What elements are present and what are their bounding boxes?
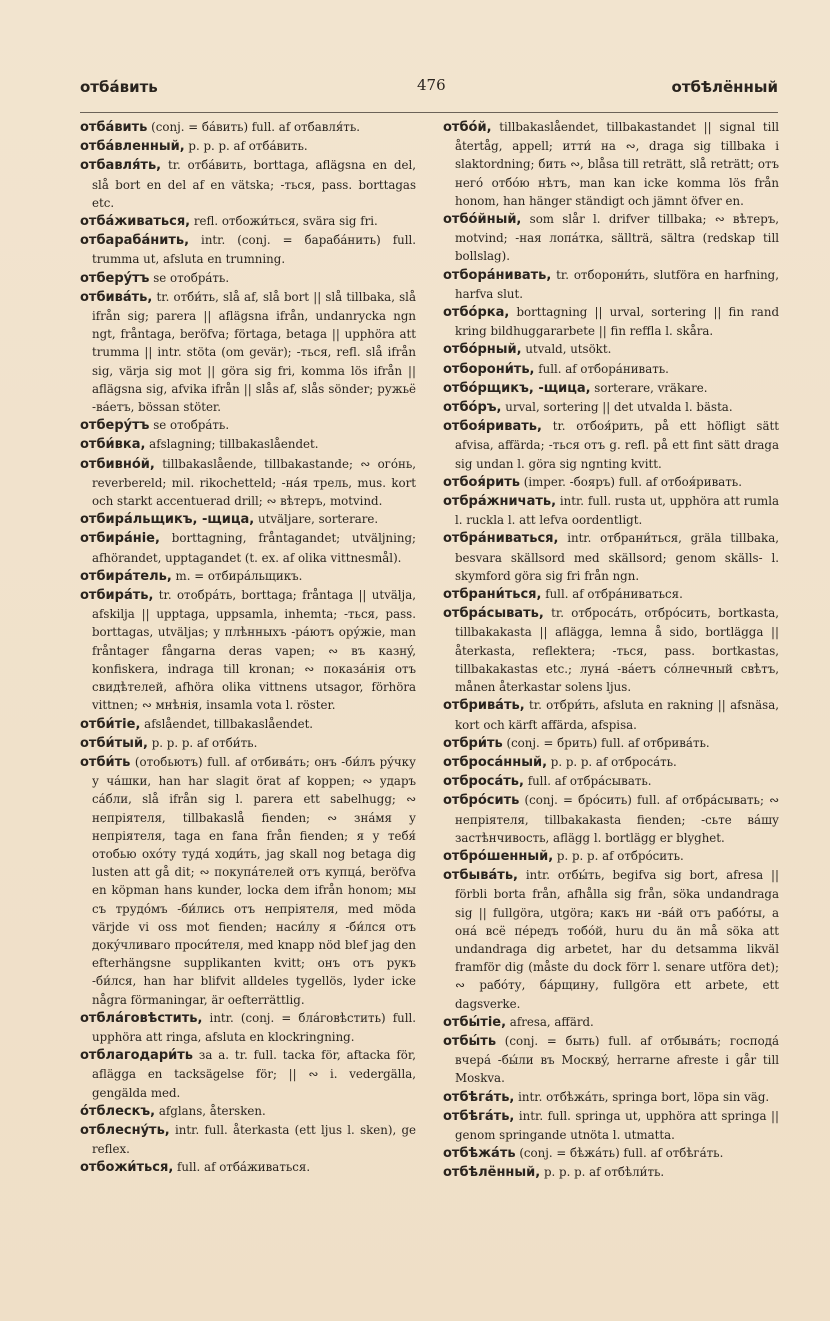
entry-headword: отберу́тъ <box>80 270 150 286</box>
entry-headword: отбоя́ривать, <box>443 419 542 435</box>
dictionary-entry <box>443 379 779 398</box>
entry-headword: отбирáтель, <box>80 568 172 584</box>
entry-definition: p. p. p. af отбрóсить. <box>553 848 684 863</box>
entry-headword: отбáвить <box>80 120 148 135</box>
entry-definition: intr. full. springa ut, upphöra att springa || genom springande utnöta l. utmatta. <box>455 1108 779 1142</box>
entry-definition: intr. (conj. = блáговѣстить) full. upphöra att ringa, afsluta en klockringning. <box>92 1010 416 1044</box>
entry-definition: (conj. = брить) full. af отбривáть. <box>502 735 710 750</box>
entry-headword: отбывáть, <box>443 868 518 884</box>
entry-headword: отблагодари́ть <box>80 1048 194 1064</box>
entry-headword: отбóй, <box>443 120 492 135</box>
entry-definition: tr. отби́ть, slå af, slå bort || slå tillbaka, slå ifrån sig; parera || aflägsna ifrån, undanrycka ngn ngt, fråntaga, beröfva; förtaga, betaga || upphöra att trumma || intr. stöta (om gevär); -ться, refl. slå ifrån sig, värja sig mot || göra sig fri, komma lös ifrån || aflägsna sig, afvika ifrån || slås af, slås sönder; ружьё -вáетъ, bössan stöter. <box>92 289 416 415</box>
dictionary-entry <box>80 156 416 212</box>
entry-definition: tillbakaslående, tillbakastande; ∾ огóнь, reverbereld; mil. rikochetteld; -нáя трель, mus. kort och starkt accentuerad drill; ∾ вѣтеръ, motvind. <box>92 456 416 509</box>
entry-definition: sorterare, vräkare. <box>590 380 708 395</box>
entry-headword: отбивáть, <box>80 289 153 305</box>
dictionary-entry <box>443 210 779 266</box>
dictionary-entry <box>443 398 779 417</box>
left-column <box>80 118 416 1178</box>
dictionary-entry <box>443 1163 779 1182</box>
dictionary-entry <box>443 772 779 791</box>
entry-headword: отбожи́ться, <box>80 1160 174 1176</box>
entry-definition: p. p. p. af отби́ть. <box>148 735 258 750</box>
entry-definition: tr. отбоя́рить, på ett höfligt sätt afvisa, affärda; -ться отъ g. refl. på ett fint sätt draga sig undan l. göra sig ngnting kvitt. <box>455 419 779 471</box>
entry-definition: p. p. p. af отбáвить. <box>184 139 308 154</box>
entry-definition: m. = отбирáльщикъ. <box>171 568 303 583</box>
entry-headword: отбросáть, <box>443 774 524 790</box>
dictionary-entry <box>80 1121 416 1158</box>
dictionary-entry <box>443 585 779 604</box>
dictionary-entry <box>80 510 416 529</box>
entry-definition: afslåendet, tillbakaslåendet. <box>140 716 314 731</box>
running-head <box>80 78 778 100</box>
entry-definition: p. p. p. af отбросáть. <box>547 754 677 769</box>
entry-definition: (conj. = брóсить) full. af отбрáсывать; ∾ непріятеля, tillbakakasta fienden; -сьте вáшу застѣнчивость, aflägg l. bortlägg er blyghet. <box>455 793 779 845</box>
entry-headword: отбрóшенный, <box>443 848 554 864</box>
dictionary-entry <box>443 340 779 359</box>
dictionary-entry <box>443 492 779 529</box>
entry-headword: отбóрка, <box>443 305 510 321</box>
entry-headword: отбрáниваться, <box>443 531 559 547</box>
entry-headword: отбивнóй, <box>80 456 155 472</box>
entry-headword: отбы́тіе, <box>443 1014 507 1030</box>
dictionary-entry <box>80 529 416 566</box>
dictionary-entry <box>80 734 416 753</box>
entry-definition: tr. отборони́ть, slutföra en harfning, harfva slut. <box>455 267 779 301</box>
entry-headword: отби́тіе, <box>80 716 141 732</box>
header-left-word: отбáвить <box>80 78 158 96</box>
entry-definition: (imper. -бояръ) full. af отбоя́ривать. <box>520 474 742 489</box>
header-rule <box>80 112 778 113</box>
entry-definition: afresa, affärd. <box>506 1014 594 1029</box>
entry-headword: отберу́тъ <box>80 418 150 434</box>
entry-definition: за a. tr. full. tacka för, aftacka för, aflägga en tacksägelse för; || ∾ i. vedergälla, gengälda med. <box>92 1048 416 1100</box>
entry-definition: urval, sortering || det utvalda l. bästa. <box>501 400 733 415</box>
entry-headword: отбѣгáть, <box>443 1108 515 1124</box>
entry-headword: отбоя́рить <box>443 474 520 490</box>
entry-headword: отбѣжáть <box>443 1146 516 1162</box>
dictionary-entry <box>80 231 416 268</box>
entry-definition: utväljare, sorterare. <box>254 512 379 527</box>
entry-definition: afglans, återsken. <box>155 1103 266 1118</box>
entry-definition: intr. отбрани́ться, gräla tillbaka, besvara skällsord med skällsord; genom skälls- l. skymford göra sig fri från ngn. <box>455 531 779 583</box>
entry-headword: отбáживаться, <box>80 214 191 230</box>
dictionary-entry <box>80 715 416 734</box>
entry-headword: отбарабáнить, <box>80 233 190 249</box>
entry-headword: отбы́ть <box>443 1033 497 1049</box>
entry-headword: отбирáніе, <box>80 531 160 547</box>
entry-definition: tr. отбáвить, borttaga, aflägsna en del, slå bort en del af en vätska; -ться, pass. borttagas etc. <box>92 158 416 210</box>
right-column <box>443 118 779 1183</box>
entry-definition: (conj. = бáвить) full. af отбавля́ть. <box>147 120 360 134</box>
dictionary-entry <box>80 567 416 586</box>
dictionary-entry <box>443 1144 779 1163</box>
entry-headword: отбѣлённый, <box>443 1165 541 1181</box>
header-right-word: отбѣлённый <box>671 78 778 96</box>
entry-definition: tillbakaslåendet, tillbakastandet || signal till återtåg, appell; итти́ на ∾, draga sig tillbaka i slaktordning; бить ∾, blåsa till reträtt, slå reträtt; отъ негó отбóю нѣтъ, man kan icke komma lös från honom, han hänger ständigt och jämnt öfver en. <box>455 120 779 208</box>
entry-definition: refl. отбожи́ться, svära sig fri. <box>190 214 378 229</box>
entry-definition: borttagning, fråntagandet; utväljning; afhörandet, upptagandet (t. ex. af olika vittnesmål). <box>92 531 416 565</box>
entry-definition: (отобьютъ) full. af отбивáть; онъ -би́лъ рýчку у чáшки, han har slagit örat af koppen; ∾ ударъ сáбли, slå ifrån sig l. parera ett sabelhugg; ∾ непріятеля, tillbakaslå fienden; ∾ знáмя у непріятеля, taga en fana från fienden; я у тебя́ отобью охóту тудá ходи́ть, jag skall nog betaga dig lusten att gå dit; ∾ покупáтелей отъ купцá, beröfva en köpman hans kunder, locka dem ifrån honom; мы съ трудóмъ -би́лись отъ непріятеля, med möda värjde vi oss mot fienden; наси́лу я -би́лся отъ докýчливаго проси́теля, med knapp nöd blef jag den efterhängsne supplikanten kvitt; онъ отъ рукъ -би́лся, han har blifvit alldeles tygellös, lyder icke några förmaningar, är oefterrättlig. <box>92 754 416 1007</box>
entry-headword: отбрани́ться, <box>443 587 542 603</box>
entry-definition: intr. отбы́ть, begifva sig bort, afresa || förbli borta från, afhålla sig från, söka undandraga sig || fullgöra, utgöra; какъ ни -вáй отъ рабóты, a онá всё пéредъ тобóй, huru du än må söka att undandraga dig arbetet, har du detsamma likväl framför dig (måste du dock förr l. senare utföra det); ∾ рабóту, бáрщину, fullgöra ett arbete, ett dagsverke. <box>455 868 779 1011</box>
entry-headword: óтблескъ, <box>80 1103 156 1119</box>
entry-definition: borttagning || urval, sortering || fin rand kring bildhuggararbete || fin reffla l. skåra. <box>455 305 779 339</box>
entry-definition: full. af отбáживаться. <box>173 1160 311 1175</box>
dictionary-entry <box>80 435 416 454</box>
entry-definition: utvald, utsökt. <box>521 342 612 357</box>
entry-headword: отбрáсывать, <box>443 606 544 622</box>
dictionary-entry <box>443 1032 779 1088</box>
entry-headword: отбирáть, <box>80 588 154 604</box>
entry-definition: se отобрáть. <box>149 418 230 433</box>
dictionary-entry <box>80 1046 416 1102</box>
dictionary-entry <box>443 1088 779 1107</box>
dictionary-entry <box>80 1009 416 1046</box>
dictionary-entry <box>443 529 779 585</box>
entry-definition: tr. отбри́ть, afsluta en rakning || afsnäsa, kort och kärft affärda, afspisa. <box>455 698 779 732</box>
dictionary-entry <box>80 416 416 435</box>
entry-headword: отбирáльщикъ, -щица, <box>80 512 255 528</box>
entry-definition: intr. отбѣжáть, springa bort, löpa sin väg. <box>514 1089 770 1104</box>
dictionary-entry <box>80 455 416 511</box>
entry-definition: (conj. = бѣжáть) full. af отбѣгáть. <box>515 1146 724 1161</box>
entry-headword: отби́вка, <box>80 437 146 453</box>
dictionary-entry <box>443 866 779 1013</box>
entry-headword: отбрóсить <box>443 793 520 809</box>
entry-headword: отбри́ть <box>443 735 503 751</box>
dictionary-entry <box>443 473 779 492</box>
dictionary-entry <box>443 604 779 696</box>
entry-definition: p. p. p. af отбѣли́ть. <box>540 1165 665 1180</box>
entry-definition: intr. full. återkasta (ett ljus l. sken), ge reflex. <box>92 1122 416 1157</box>
dictionary-entry <box>80 269 416 288</box>
entry-definition: intr. (conj. = барабáнить) full. trumma ut, afsluta en trumning. <box>92 233 416 267</box>
entry-headword: отбрáжничать, <box>443 494 557 510</box>
dictionary-entry <box>443 118 779 210</box>
entry-definition: se отобрáть. <box>149 270 230 285</box>
entry-definition: tr. отбросáть, отбрóсить, bortkasta, tillbakakasta || aflägga, lemna å sido, bortlägga || återkasta, reflektera; -ться, pass. bortkastas, tillbakakastas etc.; лунá -вáетъ сóлнечный свѣтъ, månen återkastar solens ljus. <box>455 606 779 695</box>
entry-headword: отбривáть, <box>443 698 525 714</box>
entry-headword: отборáнивать, <box>443 267 552 283</box>
entry-definition: tr. отобрáть, borttaga; fråntaga || utvälja, afskilja || upptaga, uppsamla, inhemta; -ться, pass. borttagas, utväljas; у плѣнныхъ -рáютъ орýжіе, man fråntager fångarna deras vapen; ∾ въ казнý, konfiskera, indraga till kronan; ∾ показáнія отъ свидѣтелей, afhöra olika vittnens utsagor, förhöra vittnen; ∾ мнѣнія, insamla vota l. röster. <box>92 588 416 713</box>
dictionary-entry <box>80 1158 416 1177</box>
entry-headword: отбáвленный, <box>80 139 185 155</box>
entry-headword: отбóрщикъ, -щица, <box>443 380 591 396</box>
entry-headword: отбóрный, <box>443 342 522 358</box>
dictionary-entry <box>80 1102 416 1121</box>
dictionary-entry <box>443 303 779 340</box>
entry-definition: som slår l. drifver tillbaka; ∾ вѣтеръ, motvind; -ная лопáтка, sällträ, sältra (redskap till bollslag). <box>455 212 779 264</box>
entry-definition: full. af отборáнивать. <box>534 361 669 376</box>
entry-headword: отбóйный, <box>443 212 522 228</box>
entry-headword: отборони́ть, <box>443 361 535 377</box>
entry-headword: отблáговѣстить, <box>80 1010 203 1026</box>
entry-definition: full. af отбрáниваться. <box>541 587 683 602</box>
dictionary-entry <box>80 118 416 137</box>
dictionary-entry <box>443 1107 779 1144</box>
entry-definition: (conj. = быть) full. af отбывáть; господá вчерá -бы́ли въ Москвý, herrarne afreste i går till Moskva. <box>455 1033 779 1086</box>
dictionary-entry <box>443 266 779 303</box>
dictionary-entry <box>443 360 779 379</box>
dictionary-entry <box>80 288 416 416</box>
dictionary-entry <box>443 753 779 772</box>
entry-definition: full. af отбрáсывать. <box>523 774 652 789</box>
entry-headword: отби́тый, <box>80 735 148 751</box>
dictionary-entry <box>443 417 779 473</box>
page-number: 476 <box>417 76 446 94</box>
dictionary-entry <box>443 847 779 866</box>
dictionary-entry <box>80 753 416 1009</box>
entry-headword: отби́ть <box>80 754 131 770</box>
entry-headword: отбросáнный, <box>443 754 548 770</box>
dictionary-entry <box>443 791 779 847</box>
dictionary-entry <box>443 1013 779 1032</box>
dictionary-entry <box>80 586 416 714</box>
entry-headword: отбавля́ть, <box>80 158 162 174</box>
dictionary-entry <box>443 734 779 753</box>
entry-definition: intr. full. rusta ut, upphöra att rumla l. ruckla l. att lefva oordentligt. <box>455 494 779 528</box>
dictionary-entry <box>80 137 416 156</box>
entry-definition: afslagning; tillbakaslåendet. <box>145 437 319 452</box>
entry-headword: отблеснýть, <box>80 1122 170 1138</box>
entry-headword: отбѣгáть, <box>443 1089 515 1105</box>
dictionary-entry <box>443 696 779 733</box>
dictionary-entry <box>80 212 416 231</box>
entry-headword: отбóръ, <box>443 400 502 416</box>
